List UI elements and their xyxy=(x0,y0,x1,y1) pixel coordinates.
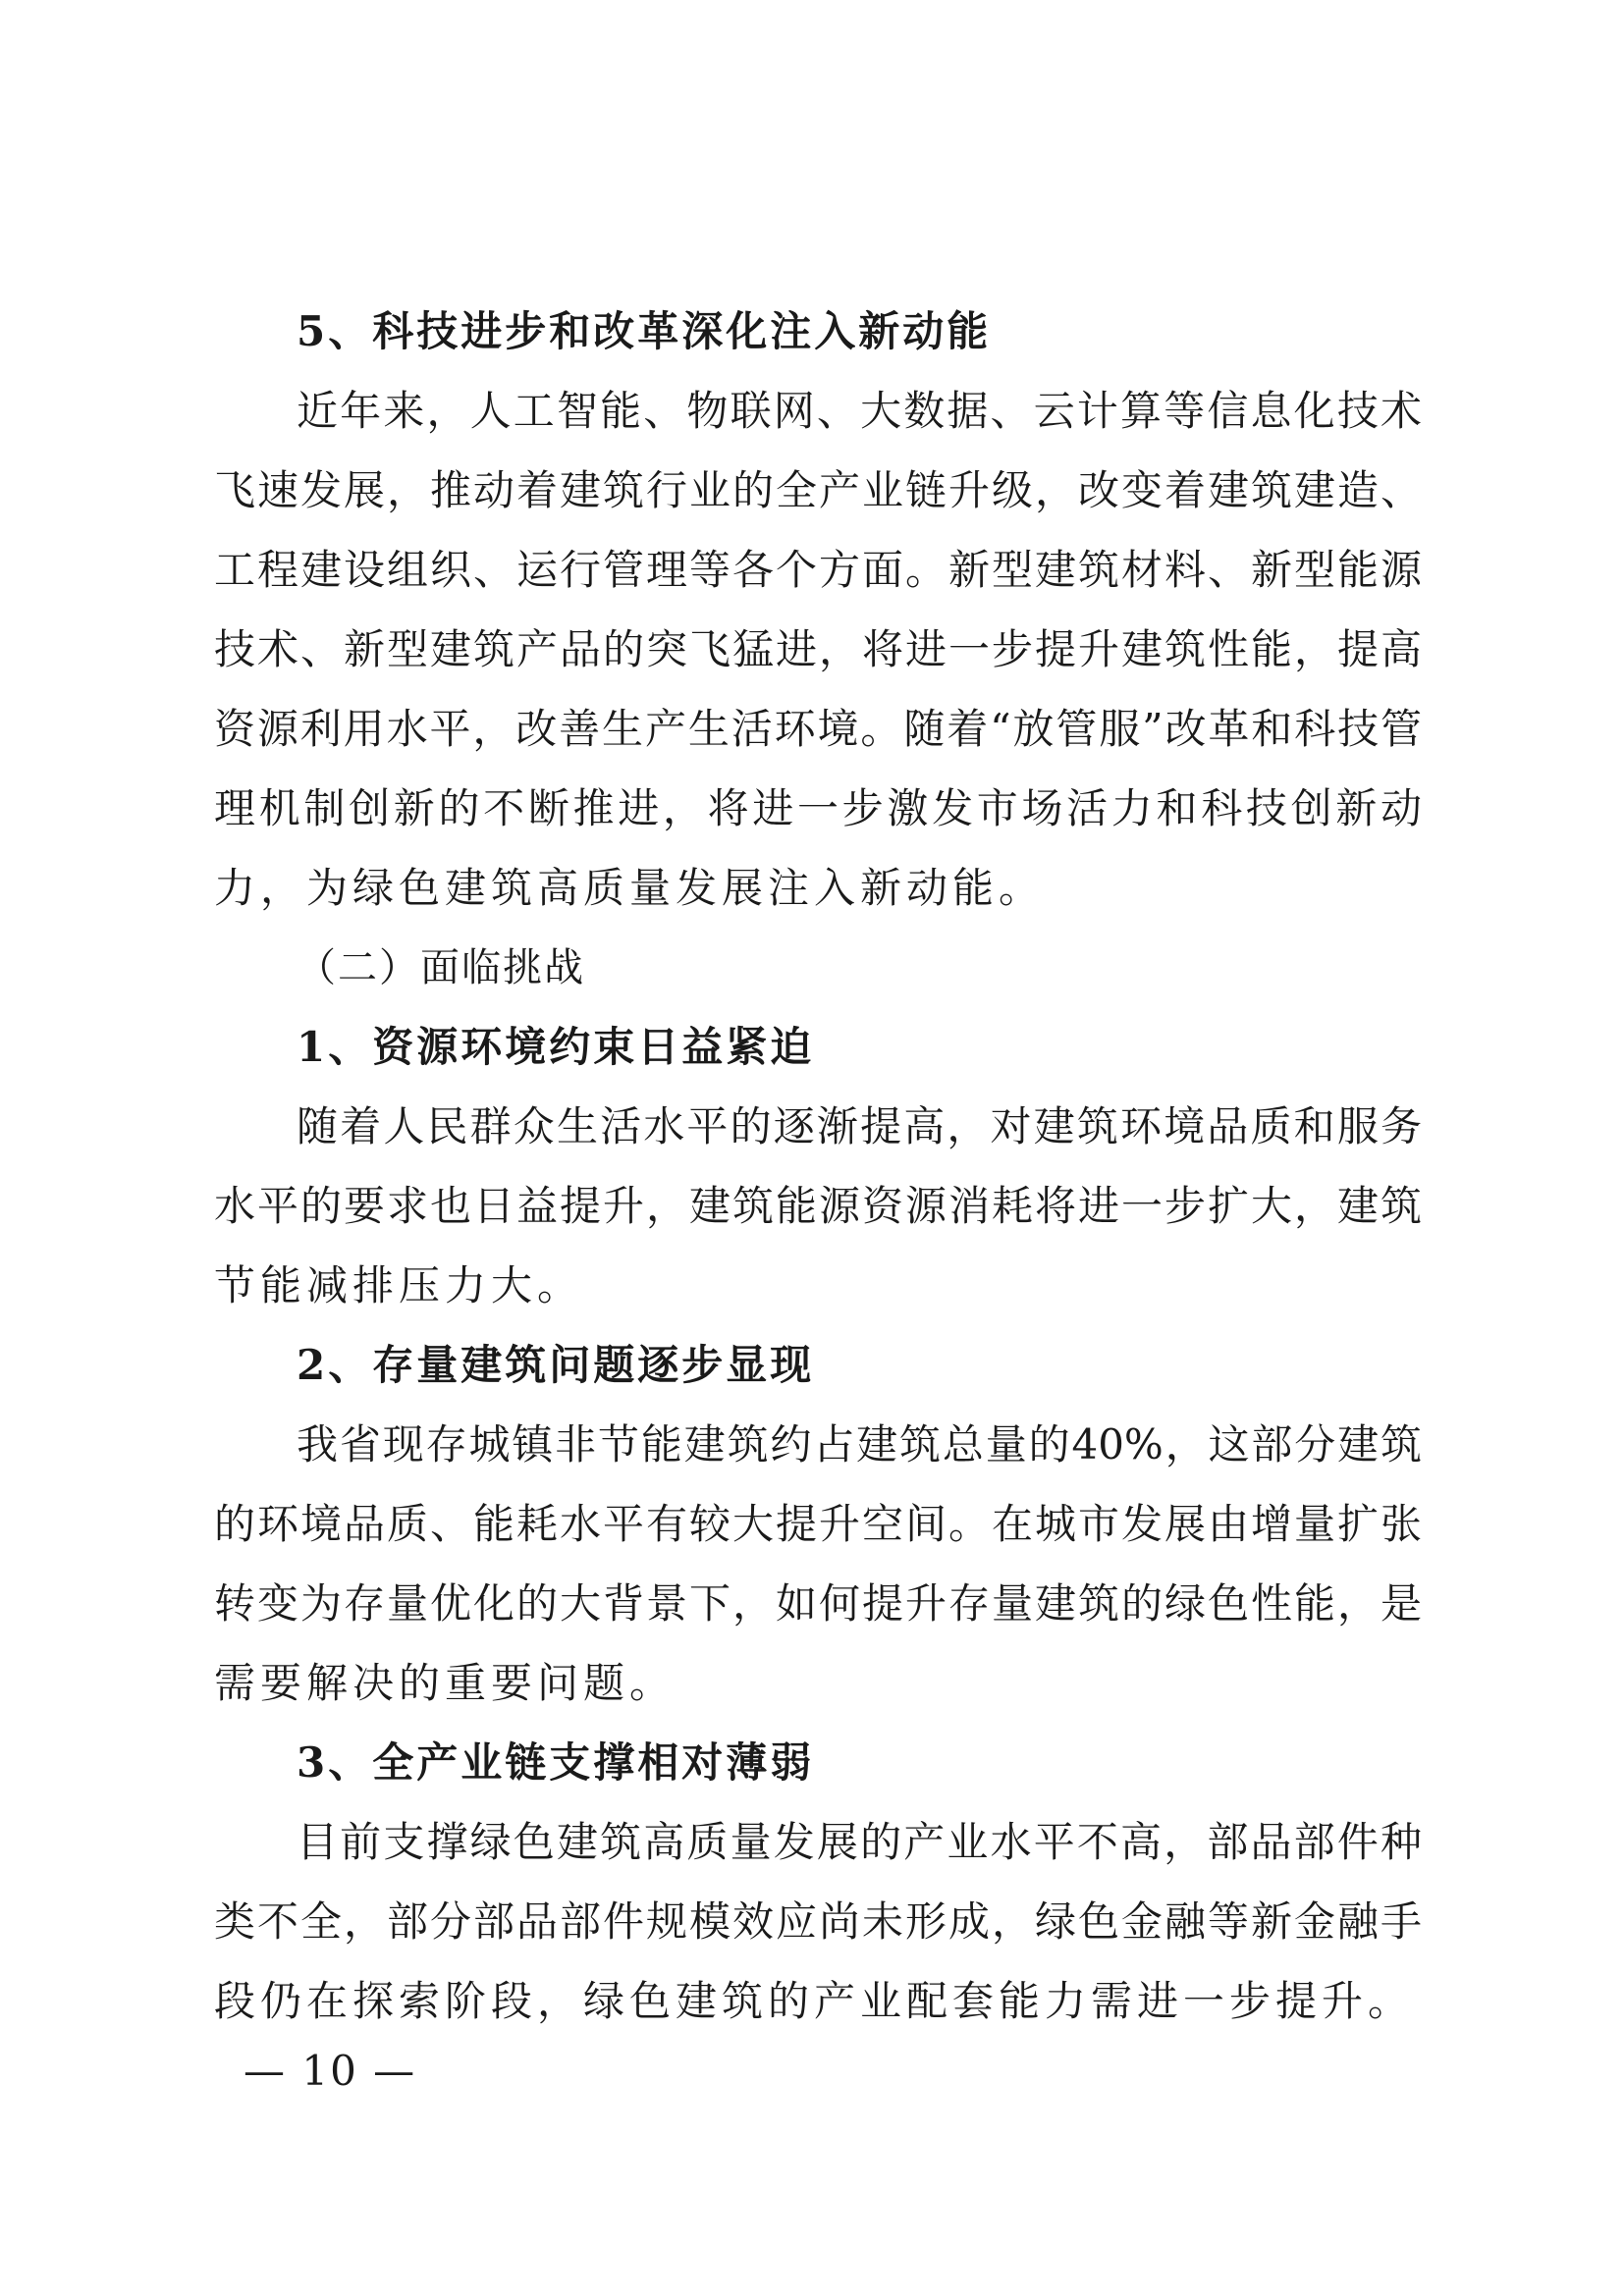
paragraph-line: 目前支撑绿色建筑高质量发展的产业水平不高，部品部件种 xyxy=(297,1818,1422,1866)
paragraph-line: 飞速发展，推动着建筑行业的全产业链升级，改变着建筑建造、 xyxy=(214,466,1422,514)
section-heading: 5、科技进步和改革深化注入新动能 xyxy=(297,307,992,355)
paragraph-line: 资源利用水平，改善生产生活环境。随着“放管服”改革和科技管 xyxy=(214,705,1422,753)
section-heading: 2、存量建筑问题逐步显现 xyxy=(297,1341,815,1389)
paragraph-line: 工程建设组织、运行管理等各个方面。新型建筑材料、新型能源 xyxy=(214,546,1422,594)
paragraph-line: 水平的要求也日益提升，建筑能源资源消耗将进一步扩大，建筑 xyxy=(214,1182,1422,1230)
paragraph-line: 我省现存城镇非节能建筑约占建筑总量的40%，这部分建筑 xyxy=(297,1420,1422,1468)
paragraph-line: 段仍在探索阶段，绿色建筑的产业配套能力需进一步提升。 xyxy=(214,1977,1415,2025)
paragraph-line: 技术、新型建筑产品的突飞猛进，将进一步提升建筑性能，提高 xyxy=(214,625,1422,673)
paragraph-line: 力，为绿色建筑高质量发展注入新动能。 xyxy=(214,864,1046,912)
paragraph-line: 需要解决的重要问题。 xyxy=(214,1659,677,1707)
paragraph-line: 转变为存量优化的大背景下，如何提升存量建筑的绿色性能，是 xyxy=(214,1579,1422,1628)
paragraph-line: 节能减排压力大。 xyxy=(214,1261,584,1309)
section-heading: 1、资源环境约束日益紧迫 xyxy=(297,1023,815,1071)
paragraph-line: 的环境品质、能耗水平有较大提升空间。在城市发展由增量扩张 xyxy=(214,1500,1422,1548)
paragraph-line: 理机制创新的不断推进，将进一步激发市场活力和科技创新动 xyxy=(214,784,1422,832)
page-number: — 10 — xyxy=(244,2047,417,2095)
subsection-heading: （二）面临挑战 xyxy=(297,945,585,990)
section-heading: 3、全产业链支撑相对薄弱 xyxy=(297,1738,815,1787)
paragraph-line: 类不全，部分部品部件规模效应尚未形成，绿色金融等新金融手 xyxy=(214,1897,1422,1946)
paragraph-line: 随着人民群众生活水平的逐渐提高，对建筑环境品质和服务 xyxy=(297,1102,1422,1150)
paragraph-line: 近年来，人工智能、物联网、大数据、云计算等信息化技术 xyxy=(297,387,1422,435)
